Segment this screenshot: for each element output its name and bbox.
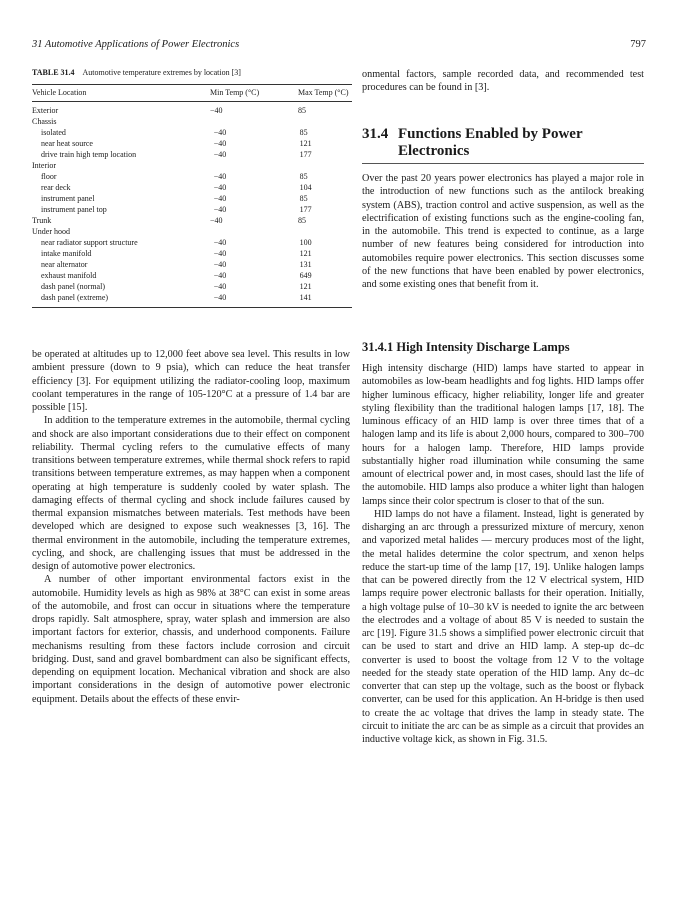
cell-max: 121 xyxy=(299,139,312,148)
cell-min: −40 xyxy=(213,260,227,269)
table-row xyxy=(32,292,352,303)
paragraph: Over the past 20 years power electronics has played a major role in the introduction of new functions such as the antilock breaking system (ABS), traction control and active suspension, as well as the electrification of existing functions such as the engine-cooling fan, in the automobile. This trend is expected to continue, as a large number of new features being considered for introduction into automobiles require power electronics. This section discusses some of the new functions that have been enabled by power electronics, and some existing ones that benefit from it. xyxy=(362,173,644,290)
table-row xyxy=(32,193,352,204)
cell-max: 85 xyxy=(298,106,306,115)
cell-location: floor xyxy=(41,172,57,181)
paragraph: HID lamps do not have a filament. Instead, light is generated by disharging an arc through a pressurized mixture of mercury, xenon and vaporized metal halides — mercury produces most of the light, the metal halides determine the color spectrum, and xenon helps reduce the start-up time of the lamp [17, 19]. Unlike halogen lamps that can be powered directly from the 12 V electrical system, HID lamps require power electronic ballasts for their operation. Initially, a high voltage pulse of 10–30 kV is needed to ignite the arc between the electrodes and a voltage of about 85 V is needed to sustain the arc [19]. Figure 31.5 shows a simplified power electronic circuit that can be used to start and drive an HID lamp. A step-up dc–dc converter is used to boost the voltage from 12 V to the voltage needed for the steady state operation of the HID lamp. Any dc–dc converter that can step up the voltage, such as the boost or flyback converter, can be used for this application. An H-bridge is then used to create the ac voltage that drives the lamp in steady state. The circuit to initiate the arc can be as simple as a circuit that provides an inductive voltage kick, as shown in Fig. 31.5. xyxy=(362,508,644,745)
table-row xyxy=(32,237,352,248)
cell-max: 85 xyxy=(299,128,308,137)
table-label: TABLE 31.4 xyxy=(32,68,75,77)
table-row xyxy=(32,270,352,281)
col-header-min: Min Temp (°C) xyxy=(210,88,260,97)
table-row xyxy=(32,259,352,270)
cell-min: −40 xyxy=(213,271,227,280)
cell-max: 85 xyxy=(299,194,308,203)
cell-location: drive train high temp location xyxy=(41,150,137,159)
cell-min: −40 xyxy=(213,293,227,302)
cell-location: isolated xyxy=(41,128,66,137)
table-row xyxy=(32,149,352,160)
table-row xyxy=(32,138,352,149)
paragraph: High intensity discharge (HID) lamps have started to appear in automobiles as low-beam headlights and fog lights. HID lamps offer higher luminous efficacy, higher reliability, longer life and greater styling flexibility than the traditional halogen lamps [17, 18]. The luminous efficacy of an HID lamp is over three times that of a halogen lamp and its life is about 2,000 hours, compared to 300–700 hours for a halogen lamp. Therefore, HID lamps provide substantially higher road illumination while consuming the same amount of electrical power and, in most cases, should last the life of the automobile. HID lamps also produce a whiter light than halogen lamps since their color spectrum is closer to that of the sun. xyxy=(362,363,644,507)
cell-min: −40 xyxy=(210,106,223,115)
cell-max: 121 xyxy=(299,282,312,291)
cell-max: 100 xyxy=(299,238,312,247)
cell-min: −40 xyxy=(213,128,227,137)
paragraph: In addition to the temperature extremes in the automobile, thermal cycling and shock are also important considerations due to their effect on component reliability. Thermal cycling refers to the cumulative effects of many transitions between temperature extremes, while thermal shock refers to rapid transitions between temperature extremes, as may happen when a component operating at high temperature is suddenly cooled by water splash. The damaging effects of thermal cycling and shock include failures caused by thermal expansion mismatches between materials. Test methods have been developed which are designed to expose such weaknesses [3, 16]. The thermal environment in the automobile, including the temperature extremes, cycling, and shock, are challenging issues that must be addressed in the design of automotive power electronics. xyxy=(32,415,350,572)
table-caption-text: Automotive temperature extremes by location [3] xyxy=(82,68,241,77)
cell-location: Trunk xyxy=(32,216,52,225)
cell-max: 177 xyxy=(299,150,312,159)
cell-location: instrument panel top xyxy=(41,205,107,214)
cell-min: −40 xyxy=(213,150,227,159)
col-header-max: Max Temp (°C) xyxy=(298,88,349,97)
cell-max: 85 xyxy=(298,216,306,225)
subsection-body xyxy=(362,362,644,746)
table-row xyxy=(32,116,352,127)
cell-min: −40 xyxy=(213,172,227,181)
table-row xyxy=(32,105,352,116)
cell-min xyxy=(210,116,280,127)
cell-location: Exterior xyxy=(32,106,59,115)
left-column xyxy=(32,348,350,706)
section-intro xyxy=(362,172,644,291)
section-number: 31.4 xyxy=(362,126,389,142)
cell-location: near heat source xyxy=(41,139,93,148)
cell-min xyxy=(210,160,280,171)
table-row xyxy=(32,204,352,215)
cell-location: rear deck xyxy=(41,183,71,192)
cell-max: 85 xyxy=(299,172,308,181)
temperature-table xyxy=(32,68,352,308)
cell-location: instrument panel xyxy=(41,194,95,203)
table-row xyxy=(32,171,352,182)
table-caption xyxy=(32,68,352,77)
section-title-line1: Functions Enabled by Power xyxy=(398,126,583,142)
cell-location: Chassis xyxy=(32,117,57,126)
cell-location: Interior xyxy=(32,161,56,170)
cell-location: near radiator support structure xyxy=(41,238,138,247)
cell-min xyxy=(210,226,280,237)
right-column-continuation: onmental factors, sample recorded data, and recommended test procedures can be found in [3]. xyxy=(362,69,644,94)
cell-max xyxy=(280,116,352,127)
cell-location: dash panel (normal) xyxy=(41,282,105,291)
cell-min: −40 xyxy=(213,139,227,148)
cell-location: dash panel (extreme) xyxy=(41,293,109,302)
cell-min: −40 xyxy=(213,183,227,192)
section-heading xyxy=(362,126,644,160)
cell-max xyxy=(280,160,352,171)
table-header-row xyxy=(32,85,352,101)
cell-max: 141 xyxy=(299,293,312,302)
cell-max: 121 xyxy=(299,249,312,258)
cell-max: 177 xyxy=(299,205,312,214)
table-row xyxy=(32,226,352,237)
cell-min: −40 xyxy=(210,216,223,225)
cell-max: 649 xyxy=(299,271,312,280)
cell-min: −40 xyxy=(213,238,227,247)
cell-min: −40 xyxy=(213,194,227,203)
table-row xyxy=(32,248,352,259)
cell-max: 104 xyxy=(299,183,312,192)
cell-min: −40 xyxy=(213,282,227,291)
cell-min: −40 xyxy=(213,249,227,258)
cell-max xyxy=(280,226,352,237)
table-row xyxy=(32,215,352,226)
running-header: 31 Automotive Applications of Power Electronics xyxy=(32,39,240,50)
table-row xyxy=(32,160,352,171)
cell-max: 131 xyxy=(299,260,312,269)
table-row xyxy=(32,281,352,292)
paragraph: A number of other important environmental factors exist in the automobile. Humidity levels as high as 98% at 38°C can exist in some areas of the automobile, and frost can occur in situations where the temperature drops rapidly. Salt atmosphere, spray, water splash and immersion are also important factors for exterior, chassis, and underhood components. Failure mechanisms resulting from these factors include corrosion and circuit bridging. Dust, sand and gravel bombardment can also be significant effects, depending on equipment location. Mechanical vibration and shock are also important considerations in the design of automotive power electronic equipment. Details about the effects of these envir- xyxy=(32,574,350,705)
page-number: 797 xyxy=(630,39,646,50)
table-row xyxy=(32,182,352,193)
col-header-location: Vehicle Location xyxy=(32,88,87,97)
section-title-line2: Electronics xyxy=(398,143,470,159)
cell-location: Under hood xyxy=(32,227,70,236)
cell-location: intake manifold xyxy=(41,249,92,258)
subsection-heading: 31.4.1 High Intensity Discharge Lamps xyxy=(362,340,570,354)
cell-min: −40 xyxy=(213,205,227,214)
table-row xyxy=(32,127,352,138)
cell-location: near alternator xyxy=(41,260,88,269)
cell-location: exhaust manifold xyxy=(41,271,97,280)
section-divider xyxy=(362,163,644,164)
table-body xyxy=(32,102,352,307)
paragraph: be operated at altitudes up to 12,000 feet above sea level. This results in low ambient pressure (down to 9 psia), which can reduce the heat transfer efficiency [3]. For equipment utilizing the radiator-cooling loop, maximum coolant temperatures in the range of 105-120°C at a pressure of 1.4 bar are possible [15]. xyxy=(32,349,350,413)
